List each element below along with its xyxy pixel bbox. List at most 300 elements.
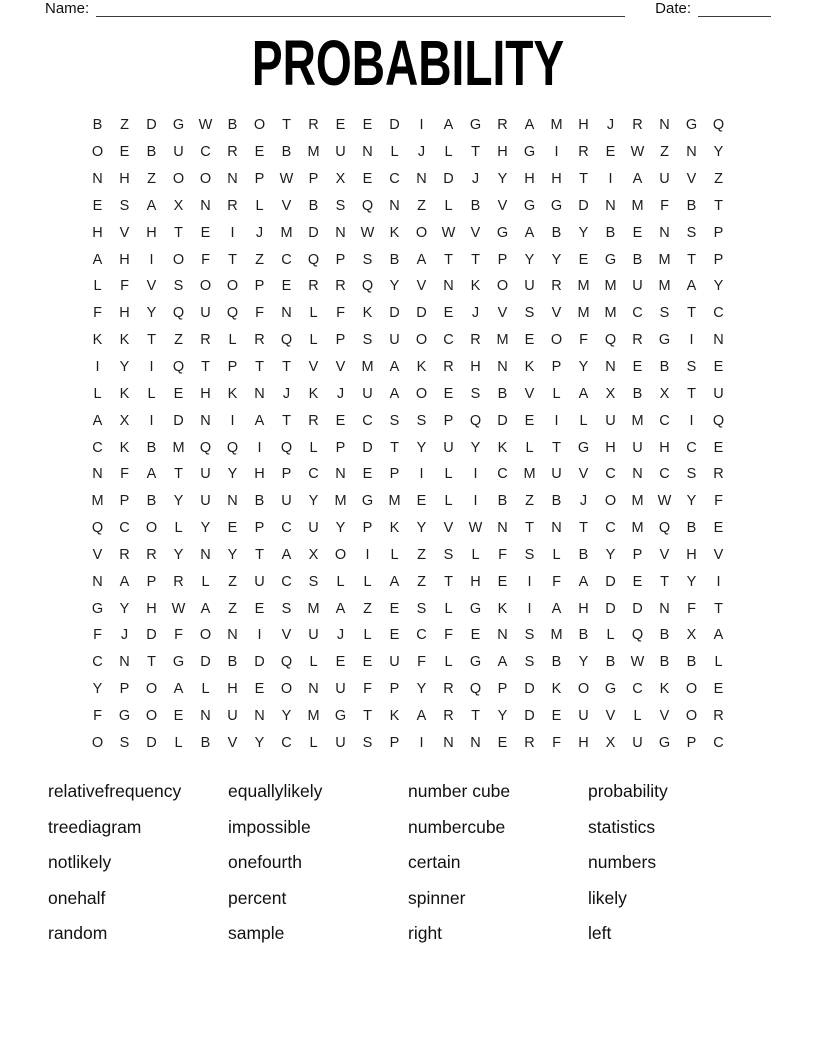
grid-letter: C — [92, 439, 103, 456]
grid-letter: U — [578, 707, 589, 724]
grid-letter: Y — [254, 734, 265, 751]
grid-letter: F — [93, 305, 102, 322]
grid-letter: A — [524, 117, 535, 134]
grid-letter: V — [443, 520, 454, 537]
grid-letter: N — [200, 546, 211, 563]
grid-letter: L — [471, 546, 480, 563]
grid-letter: L — [174, 734, 183, 751]
grid-letter: Q — [307, 251, 320, 268]
grid-letter: U — [389, 654, 400, 671]
grid-letter: P — [362, 520, 373, 537]
grid-letter: W — [279, 171, 294, 188]
grid-letter: P — [497, 251, 508, 268]
grid-letter: N — [227, 627, 238, 644]
grid-letter: M — [280, 224, 293, 241]
grid-letter: P — [389, 734, 400, 751]
grid-letter: M — [631, 520, 644, 537]
grid-letter: P — [632, 546, 643, 563]
grid-letter: V — [578, 466, 589, 483]
name-blank-line — [96, 1, 625, 17]
grid-letter: R — [443, 359, 454, 376]
grid-letter: Q — [226, 305, 239, 322]
grid-letter: U — [200, 305, 211, 322]
grid-letter: E — [443, 305, 454, 322]
grid-letter: E — [200, 224, 211, 241]
grid-letter: P — [146, 573, 157, 590]
grid-letter: F — [444, 627, 453, 644]
grid-letter: K — [389, 707, 400, 724]
name-label: Name: — [45, 0, 90, 17]
grid-letter: Y — [416, 681, 427, 698]
grid-letter: K — [497, 600, 508, 617]
grid-letter: S — [308, 573, 319, 590]
grid-letter: Y — [713, 144, 724, 161]
grid-letter: C — [389, 171, 400, 188]
grid-letter: N — [389, 197, 400, 214]
grid-letter: J — [255, 224, 264, 241]
grid-letter: N — [335, 466, 346, 483]
grid-letter: Q — [469, 412, 482, 429]
grid-letter: L — [444, 144, 453, 161]
grid-letter: S — [659, 305, 670, 322]
grid-letter: J — [282, 385, 291, 402]
grid-letter: H — [254, 466, 265, 483]
word-list-item: percent — [228, 887, 287, 908]
grid-letter: L — [147, 385, 156, 402]
grid-letter: H — [146, 600, 157, 617]
grid-letter: Y — [416, 520, 427, 537]
grid-letter: H — [497, 144, 508, 161]
grid-letter: J — [471, 305, 480, 322]
grid-letter: C — [713, 305, 724, 322]
grid-letter: G — [469, 600, 482, 617]
grid-letter: T — [228, 251, 237, 268]
grid-letter: D — [632, 600, 643, 617]
grid-letter: F — [174, 627, 183, 644]
grid-letter: N — [92, 466, 103, 483]
grid-letter: O — [91, 734, 104, 751]
grid-letter: H — [227, 681, 238, 698]
grid-letter: V — [470, 224, 481, 241]
grid-letter: K — [308, 385, 319, 402]
word-list-item: sample — [228, 923, 285, 943]
grid-letter: I — [527, 573, 532, 590]
grid-letter: W — [360, 224, 375, 241]
grid-letter: P — [335, 439, 346, 456]
grid-letter: E — [551, 707, 562, 724]
grid-letter: I — [527, 600, 532, 617]
grid-letter: P — [551, 359, 562, 376]
grid-letter: Y — [713, 278, 724, 295]
grid-letter: X — [335, 171, 346, 188]
grid-letter: R — [308, 412, 319, 429]
grid-letter: P — [119, 493, 130, 510]
grid-letter: X — [686, 627, 697, 644]
grid-letter: N — [659, 600, 670, 617]
grid-letter: V — [119, 224, 130, 241]
grid-letter: V — [497, 197, 508, 214]
grid-letter: D — [362, 439, 373, 456]
grid-letter: Y — [686, 493, 697, 510]
grid-letter: R — [497, 117, 508, 134]
grid-letter: Y — [119, 359, 130, 376]
grid-letter: L — [309, 305, 318, 322]
grid-letter: G — [577, 439, 590, 456]
grid-letter: C — [659, 466, 670, 483]
grid-letter: C — [713, 734, 724, 751]
grid-letter: E — [227, 520, 238, 537]
grid-letter: E — [713, 359, 724, 376]
grid-letter: Q — [226, 439, 239, 456]
grid-letter: O — [226, 278, 239, 295]
grid-letter: E — [389, 600, 400, 617]
grid-letter: N — [308, 681, 319, 698]
grid-letter: Q — [712, 412, 725, 429]
grid-letter: E — [632, 224, 643, 241]
grid-letter: H — [578, 117, 589, 134]
grid-letter: O — [604, 493, 617, 510]
grid-letter: D — [146, 627, 157, 644]
grid-letter: P — [254, 171, 265, 188]
page-title: PROBABILITY — [251, 27, 565, 99]
grid-letter: L — [552, 546, 561, 563]
grid-letter: J — [417, 144, 426, 161]
grid-letter: E — [605, 144, 616, 161]
grid-letter: P — [686, 734, 697, 751]
grid-letter: C — [362, 412, 373, 429]
grid-letter: I — [257, 439, 262, 456]
grid-letter: S — [524, 305, 535, 322]
grid-letter: U — [632, 439, 643, 456]
grid-letter: Q — [631, 627, 644, 644]
grid-letter: V — [713, 546, 724, 563]
grid-letter: S — [470, 385, 481, 402]
grid-letter: U — [200, 493, 211, 510]
grid-letter: M — [631, 493, 644, 510]
grid-letter: S — [362, 332, 373, 349]
grid-letter: E — [416, 493, 427, 510]
word-list-item: equallylikely — [228, 781, 323, 801]
grid-letter: M — [334, 493, 347, 510]
grid-letter: R — [470, 332, 481, 349]
grid-letter: S — [119, 197, 130, 214]
grid-letter: Y — [308, 493, 319, 510]
grid-letter: I — [149, 412, 154, 429]
grid-letter: Y — [173, 546, 184, 563]
grid-letter: L — [444, 493, 453, 510]
word-list-item: likely — [588, 887, 627, 908]
grid-letter: U — [632, 734, 643, 751]
grid-letter: O — [145, 520, 158, 537]
grid-letter: A — [146, 466, 157, 483]
grid-letter: P — [254, 520, 265, 537]
grid-letter: N — [632, 466, 643, 483]
grid-letter: Y — [281, 707, 292, 724]
grid-letter: W — [198, 117, 213, 134]
grid-letter: T — [147, 654, 156, 671]
grid-letter: G — [604, 251, 617, 268]
grid-letter: E — [362, 466, 373, 483]
grid-letter: A — [497, 654, 508, 671]
grid-letter: K — [659, 681, 670, 698]
grid-letter: Y — [173, 493, 184, 510]
date-blank-line — [698, 1, 771, 17]
grid-letter: E — [389, 627, 400, 644]
grid-letter: T — [471, 144, 480, 161]
grid-letter: F — [93, 627, 102, 644]
word-list-item: left — [588, 923, 612, 943]
grid-letter: S — [389, 412, 400, 429]
grid-letter: Q — [280, 439, 293, 456]
grid-letter: B — [146, 493, 157, 510]
grid-letter: M — [361, 359, 374, 376]
grid-letter: S — [362, 251, 373, 268]
grid-letter: F — [687, 600, 696, 617]
grid-letter: K — [524, 359, 535, 376]
grid-letter: F — [93, 707, 102, 724]
grid-letter: H — [605, 439, 616, 456]
grid-letter: C — [281, 520, 292, 537]
grid-letter: L — [606, 627, 615, 644]
grid-letter: B — [497, 385, 508, 402]
grid-letter: Y — [578, 224, 589, 241]
grid-letter: E — [524, 332, 535, 349]
grid-letter: I — [230, 224, 235, 241]
grid-letter: A — [92, 251, 103, 268]
grid-letter: B — [389, 251, 400, 268]
grid-letter: B — [551, 654, 562, 671]
grid-letter: B — [578, 627, 589, 644]
word-list-item: certain — [408, 852, 461, 872]
grid-letter: D — [173, 412, 184, 429]
word-list-item: onehalf — [48, 887, 106, 908]
grid-letter: W — [630, 654, 645, 671]
grid-letter: C — [200, 144, 211, 161]
word-list-item: relativefrequency — [48, 781, 182, 801]
grid-letter: U — [659, 171, 670, 188]
grid-letter: Y — [524, 251, 535, 268]
grid-letter: S — [362, 734, 373, 751]
grid-letter: M — [577, 305, 590, 322]
grid-letter: G — [523, 144, 536, 161]
grid-letter: E — [173, 385, 184, 402]
grid-letter: C — [281, 251, 292, 268]
wordsearch-grid — [84, 112, 732, 756]
grid-letter: C — [632, 681, 643, 698]
grid-letter: G — [658, 734, 671, 751]
grid-letter: D — [524, 707, 535, 724]
grid-letter: O — [172, 171, 185, 188]
grid-letter: U — [443, 439, 454, 456]
grid-letter: G — [469, 117, 482, 134]
word-list-column — [48, 774, 228, 952]
grid-letter: D — [389, 305, 400, 322]
grid-letter: K — [389, 520, 400, 537]
grid-letter: B — [632, 385, 643, 402]
grid-letter: O — [280, 681, 293, 698]
grid-letter: V — [146, 278, 157, 295]
grid-letter: Y — [470, 439, 481, 456]
grid-letter: L — [309, 654, 318, 671]
grid-letter: T — [282, 117, 291, 134]
grid-letter: U — [713, 385, 724, 402]
grid-letter: D — [605, 600, 616, 617]
grid-letter: V — [92, 546, 103, 563]
grid-letter: O — [199, 627, 212, 644]
grid-letter: P — [254, 278, 265, 295]
grid-letter: X — [659, 385, 670, 402]
grid-letter: C — [497, 466, 508, 483]
grid-letter: J — [120, 627, 129, 644]
grid-letter: Y — [92, 681, 103, 698]
grid-letter: R — [227, 144, 238, 161]
grid-letter: A — [389, 573, 400, 590]
grid-letter: L — [201, 681, 210, 698]
grid-letter: V — [281, 197, 292, 214]
grid-letter: B — [632, 251, 643, 268]
grid-letter: R — [173, 573, 184, 590]
grid-letter: E — [281, 278, 292, 295]
grid-letter: H — [551, 171, 562, 188]
grid-letter: G — [361, 493, 374, 510]
grid-letter: U — [335, 681, 346, 698]
grid-letter: M — [631, 197, 644, 214]
grid-letter: I — [716, 573, 721, 590]
grid-letter: T — [255, 546, 264, 563]
grid-letter: V — [497, 305, 508, 322]
grid-letter: L — [714, 654, 723, 671]
grid-letter: Z — [255, 251, 264, 268]
grid-letter: K — [119, 385, 130, 402]
grid-letter: E — [497, 734, 508, 751]
grid-letter: V — [335, 359, 346, 376]
grid-letter: E — [92, 197, 103, 214]
grid-letter: F — [363, 681, 372, 698]
grid-letter: H — [470, 359, 481, 376]
grid-letter: I — [554, 144, 559, 161]
grid-letter: E — [362, 117, 373, 134]
grid-letter: L — [93, 385, 102, 402]
grid-letter: R — [524, 734, 535, 751]
grid-letter: N — [200, 412, 211, 429]
grid-letter: H — [119, 251, 130, 268]
grid-letter: J — [336, 627, 345, 644]
grid-letter: B — [281, 144, 292, 161]
grid-letter: V — [281, 627, 292, 644]
grid-letter: N — [470, 734, 481, 751]
grid-letter: T — [390, 439, 399, 456]
grid-letter: M — [550, 627, 563, 644]
grid-letter: H — [524, 171, 535, 188]
grid-letter: Y — [335, 520, 346, 537]
grid-letter: Y — [578, 654, 589, 671]
grid-letter: O — [577, 681, 590, 698]
word-list-item: spinner — [408, 887, 466, 908]
grid-letter: R — [200, 332, 211, 349]
word-list-item: numbers — [588, 852, 657, 872]
grid-letter: Y — [200, 520, 211, 537]
grid-letter: O — [496, 278, 509, 295]
grid-letter: Y — [227, 546, 238, 563]
grid-letter: S — [173, 278, 184, 295]
grid-letter: T — [174, 466, 183, 483]
grid-letter: M — [658, 278, 671, 295]
grid-letter: Q — [172, 305, 185, 322]
grid-letter: U — [200, 466, 211, 483]
grid-letter: D — [605, 573, 616, 590]
grid-letter: N — [497, 627, 508, 644]
grid-letter: T — [444, 573, 453, 590]
grid-letter: A — [686, 278, 697, 295]
grid-letter: R — [632, 117, 643, 134]
grid-letter: A — [632, 171, 643, 188]
grid-letter: U — [227, 707, 238, 724]
grid-letter: L — [579, 412, 588, 429]
grid-letter: N — [497, 359, 508, 376]
grid-letter: Z — [417, 546, 426, 563]
grid-letter: U — [551, 466, 562, 483]
grid-letter: D — [146, 117, 157, 134]
grid-letter: B — [497, 493, 508, 510]
grid-letter: B — [605, 654, 616, 671]
grid-letter: O — [685, 707, 698, 724]
grid-letter: B — [659, 359, 670, 376]
grid-letter: A — [173, 681, 184, 698]
grid-letter: A — [146, 197, 157, 214]
grid-letter: Q — [712, 117, 725, 134]
grid-letter: O — [199, 278, 212, 295]
grid-letter: K — [119, 439, 130, 456]
grid-letter: E — [632, 573, 643, 590]
grid-letter: M — [550, 117, 563, 134]
grid-letter: L — [390, 144, 399, 161]
grid-letter: E — [632, 359, 643, 376]
grid-letter: B — [227, 654, 238, 671]
grid-letter: C — [281, 734, 292, 751]
grid-letter: H — [92, 224, 103, 241]
grid-letter: U — [308, 627, 319, 644]
grid-letter: V — [659, 546, 670, 563]
grid-letter: K — [416, 359, 427, 376]
grid-letter: F — [660, 197, 669, 214]
grid-letter: L — [228, 332, 237, 349]
grid-letter: N — [119, 654, 130, 671]
grid-letter: Z — [714, 171, 723, 188]
grid-letter: E — [119, 144, 130, 161]
grid-letter: B — [227, 117, 238, 134]
grid-letter: Z — [363, 600, 372, 617]
grid-letter: R — [443, 707, 454, 724]
grid-letter: R — [119, 546, 130, 563]
grid-letter: O — [199, 171, 212, 188]
grid-letter: B — [659, 654, 670, 671]
grid-letter: F — [552, 734, 561, 751]
grid-letter: Q — [172, 359, 185, 376]
grid-letter: J — [471, 171, 480, 188]
grid-letter: N — [281, 305, 292, 322]
grid-letter: E — [524, 412, 535, 429]
grid-letter: L — [309, 734, 318, 751]
grid-letter: D — [200, 654, 211, 671]
grid-letter: P — [308, 171, 319, 188]
grid-letter: P — [497, 681, 508, 698]
grid-letter: S — [524, 627, 535, 644]
grid-letter: P — [119, 681, 130, 698]
grid-letter: Z — [417, 573, 426, 590]
grid-letter: T — [687, 305, 696, 322]
grid-letter: O — [685, 681, 698, 698]
grid-letter: F — [255, 305, 264, 322]
